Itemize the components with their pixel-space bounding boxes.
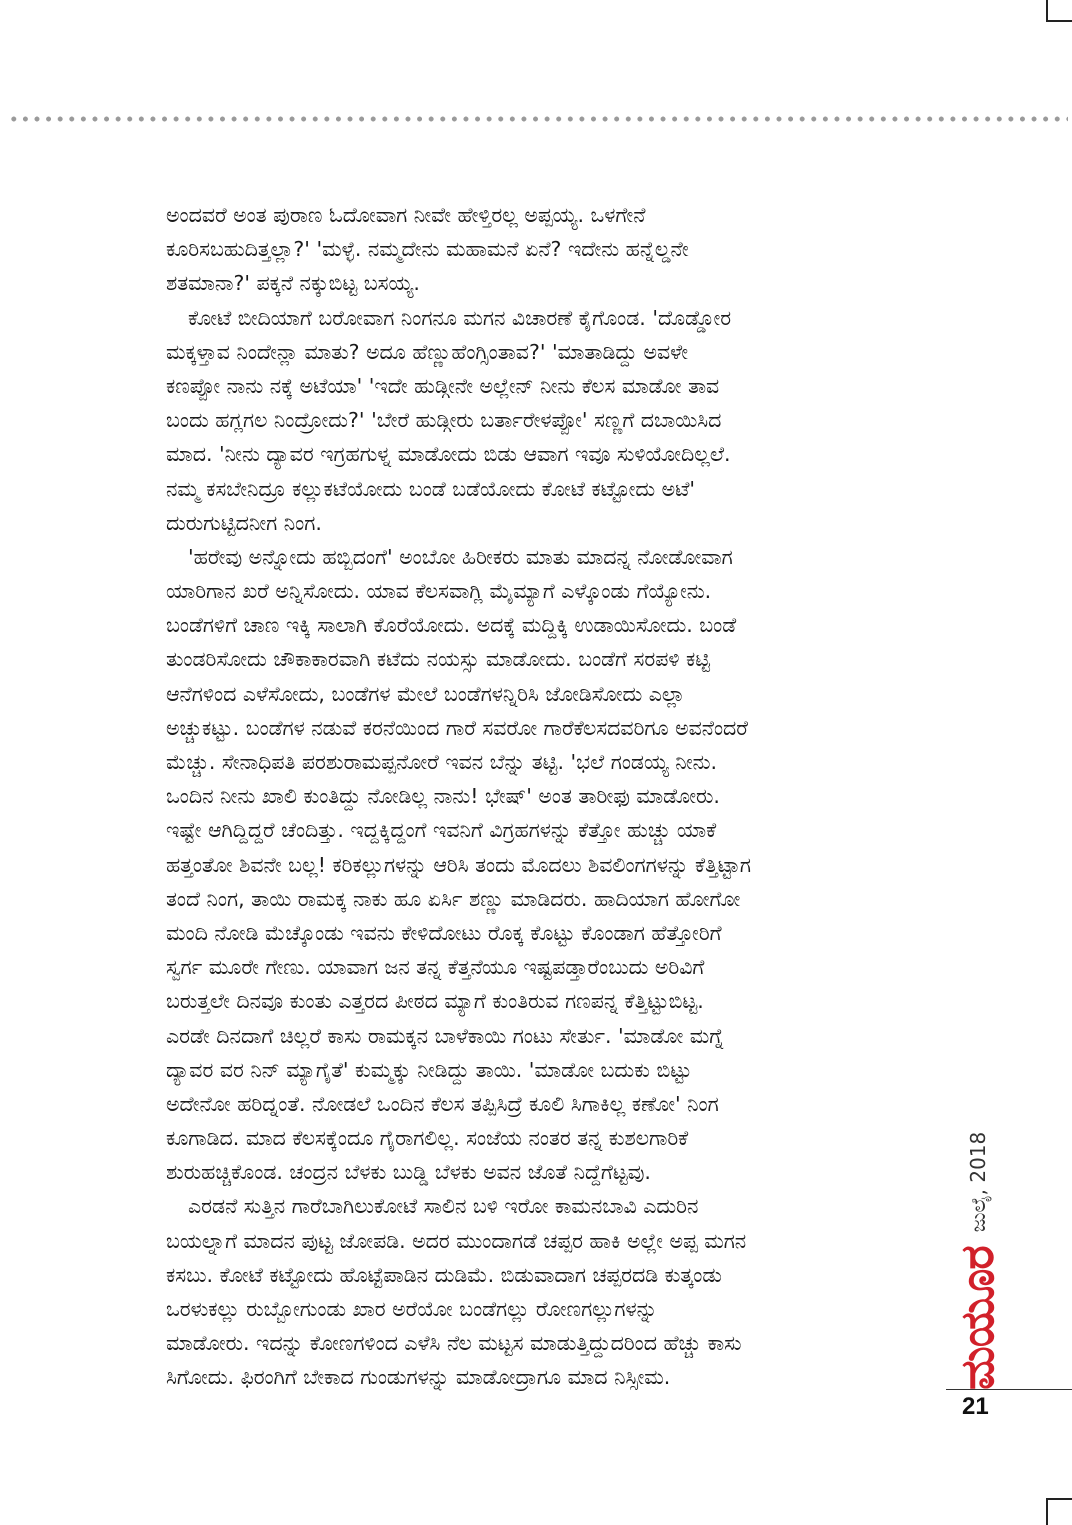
text-line: ಕಸಬು. ಕೋಟೆ ಕಟ್ಟೋದು ಹೊಟ್ಟೆಪಾಡಿನ ದುಡಿಮೆ. ಬಿಡುವಾದಾಗ ಚಪ್ಪರದಡಿ ಕುತ್ಕಂಡು [166, 1262, 722, 1287]
text-line: ಎರಡೇ ದಿನದಾಗೆ ಚಿಲ್ಲರೆ ಕಾಸು ರಾಮಕ್ಕನ ಬಾಳೆಕಾಯಿ ಗಂಟು ಸೇರ್ತು. 'ಮಾಡೋ ಮಗ್ನೆ [166, 1023, 724, 1048]
text-line: ಒಂದಿನ ನೀನು ಖಾಲಿ ಕುಂತಿದ್ದು ನೋಡಿಲ್ಲ ನಾನು! ಭೇಷ್' ಅಂತ ತಾರೀಫು ಮಾಡೋರು. [166, 784, 720, 809]
text-line: ಬಂಡೆಗಳಿಗೆ ಚಾಣ ಇಕ್ಕಿ ಸಾಲಾಗಿ ಕೊರೆಯೋದು. ಅದಕ್ಕೆ ಮದ್ದಿಕ್ಕಿ ಉಡಾಯಿಸೋದು. ಬಂಡೆ [166, 613, 737, 638]
text-line: ಕಣಪ್ಪೋ ನಾನು ನಕ್ಕೆ ಅಟೆಯಾ' 'ಇದೇ ಹುಡ್ಗೀನೇ ಅಲ್ಲೇನ್ ನೀನು ಕೆಲಸ ಮಾಡೋ ತಾವ [166, 373, 720, 398]
text-line: ಅದೇನೋ ಹರಿದ್ನಂತೆ. ನೋಡಲೆ ಒಂದಿನ ಕೆಲಸ ತಪ್ಪಿಸಿದ್ರೆ ಕೂಲಿ ಸಿಗಾಕಿಲ್ಲ ಕಣೋ' ನಿಂಗ [166, 1091, 719, 1116]
text-line: ತುಂಡರಿಸೋದು ಚೌಕಾಕಾರವಾಗಿ ಕಟೆದು ನಯಸ್ಸು ಮಾಡೋದು. ಬಂಡೆಗೆ ಸರಪಳಿ ಕಟ್ಟಿ [166, 647, 711, 672]
text-line: ಬಯಲ್ನಾಗೆ ಮಾದನ ಪುಟ್ಟ ಜೋಪಡಿ. ಅದರ ಮುಂದಾಗಡೆ ಚಪ್ಪರ ಹಾಕಿ ಅಲ್ಲೇ ಅಪ್ಪ ಮಗನ [166, 1228, 747, 1253]
dotted-header-rule [8, 115, 1068, 123]
article-body [166, 198, 916, 1395]
issue-date: ಜುಲೈ, 2018 [966, 1131, 990, 1233]
text-line: ಮಾಡೋರು. ಇದನ್ನು ಕೋಣಗಳಿಂದ ಎಳೆಸಿ ನೆಲ ಮಟ್ಟಸ ಮಾಡುತ್ತಿದ್ದುದರಿಂದ ಹೆಚ್ಚು ಕಾಸು [166, 1331, 742, 1356]
magazine-sidebar [948, 1120, 1008, 1390]
text-line: ಶತಮಾನಾ?' ಪಕ್ಕನೆ ನಕ್ಕುಬಿಟ್ಟ ಬಸಯ್ಯ. [166, 271, 420, 296]
crop-mark-top [1046, 0, 1072, 22]
text-line: ಯಾರಿಗಾನ ಖರೆ ಅನ್ನಿಸೋದು. ಯಾವ ಕೆಲಸವಾಗ್ಲಿ ಮೈಮ್ಯಾಗೆ ಎಳ್ಕೊಂಡು ಗೆಯ್ಯೋನು. [166, 579, 712, 604]
text-line: ಬಂದು ಹಗ್ಲಗಲ ನಿಂದ್ರೋದು?' 'ಬೇರೆ ಹುಡ್ಗೀರು ಬರ್ತಾರೇಳಪ್ಪೋ' ಸಣ್ಣಗೆ ದಬಾಯಿಸಿದ [166, 408, 722, 433]
text-line: ಕೋಟೆ ಬೀದಿಯಾಗೆ ಬರೋವಾಗ ನಿಂಗನೂ ಮಗನ ವಿಚಾರಣೆ ಕೈಗೊಂಡ. 'ದೊಡ್ಡೋರ [188, 305, 732, 330]
text-line: ತಂದೆ ನಿಂಗ, ತಾಯಿ ರಾಮಕ್ಕ ನಾಕು ಹೂ ಏರ್ಸಿ ಶಣ್ಣು ಮಾಡಿದರು. ಹಾದಿಯಾಗ ಹೋಗೋ [166, 886, 741, 911]
text-line: ಕೂಗಾಡಿದ. ಮಾದ ಕೆಲಸಕ್ಕೆಂದೂ ಗೈರಾಗಲಿಲ್ಲ. ಸಂಜೆಯ ನಂತರ ತನ್ನ ಕುಶಲಗಾರಿಕೆ [166, 1126, 689, 1151]
crop-mark-bottom [1046, 1498, 1072, 1525]
paragraph-2 [166, 301, 916, 540]
text-line: ಆನೆಗಳಿಂದ ಎಳೆಸೋದು, ಬಂಡೆಗಳ ಮೇಲೆ ಬಂಡೆಗಳನ್ನಿರಿಸಿ ಜೋಡಿಸೋದು ಎಲ್ಲಾ [166, 681, 685, 706]
paragraph-3 [166, 540, 916, 1190]
magazine-name: ಮಯೂರ [950, 1246, 1004, 1390]
text-line: ಒರಳುಕಲ್ಲು ರುಬ್ಬೋಗುಂಡು ಖಾರ ಅರೆಯೋ ಬಂಡೆಗಲ್ಲು ರೋಣಗಲ್ಲುಗಳನ್ನು [166, 1297, 658, 1321]
text-line: ಇಷ್ಟೇ ಆಗಿದ್ದಿದ್ದರೆ ಚೆಂದಿತ್ತು. ಇದ್ದಕ್ಕಿದ್ದಂಗೆ ಇವನಿಗೆ ವಿಗ್ರಹಗಳನ್ನು ಕೆತ್ತೋ ಹುಚ್ಚು ಯಾಕೆ [166, 818, 717, 843]
footer-rule [946, 1389, 1072, 1390]
text-line: ನಮ್ಮ ಕಸಬೇನಿದ್ರೂ ಕಲ್ಲುಕಟೆಯೋದು ಬಂಡೆ ಬಡೆಯೋದು ಕೋಟೆ ಕಟ್ಟೋದು ಅಟೆ' [166, 476, 696, 501]
text-line: ಅಂದವರೆ ಅಂತ ಪುರಾಣ ಓದೋವಾಗ ನೀವೇ ಹೇಳ್ತಿರಲ್ಲ ಅಪ್ಪಯ್ಯ. ಒಳಗೇನೆ [166, 203, 646, 227]
text-line: ಸಿಗೋದು. ಫಿರಂಗಿಗೆ ಬೇಕಾದ ಗುಂಡುಗಳನ್ನು ಮಾಡೋದ್ರಾಗೂ ಮಾದ ನಿಸ್ಸೀಮ. [166, 1365, 671, 1390]
text-line: ಮಕ್ಕಳ್ತಾವ ನಿಂದೇನ್ಲಾ ಮಾತು? ಅದೂ ಹೆಣ್ಣುಹೆಂಗ್ಸಿಂತಾವ?' 'ಮಾತಾಡಿದ್ದು ಅವಳೇ [166, 339, 689, 364]
text-line: ಶುರುಹಚ್ಚಿಕೊಂಡ. ಚಂದ್ರನ ಬೆಳಕು ಬುಡ್ಡಿ ಬೆಳಕು ಅವನ ಜೊತೆ ನಿದ್ದೆಗೆಟ್ಟವು. [166, 1160, 651, 1185]
text-line: ದ್ಯಾವರ ವರ ನಿನ್ ಮ್ಯಾಗೈತೆ' ಕುಮ್ಮಕ್ಕು ನೀಡಿದ್ದು ತಾಯಿ. 'ಮಾಡೋ ಬದುಕು ಬಿಟ್ಟು [166, 1057, 692, 1082]
text-line: ಎರಡನೆ ಸುತ್ತಿನ ಗಾರೆಬಾಗಿಲುಕೋಟೆ ಸಾಲಿನ ಬಳಿ ಇರೋ ಕಾಮನಬಾವಿ ಎದುರಿನ [188, 1194, 699, 1219]
text-line: ಬರುತ್ತಲೇ ದಿನವೂ ಕುಂತು ಎತ್ತರದ ಪೀಠದ ಮ್ಯಾಗೆ ಕುಂತಿರುವ ಗಣಪನ್ನ ಕೆತ್ತಿಟ್ಟುಬಿಟ್ಟ. [166, 989, 704, 1014]
text-line: ದುರುಗುಟ್ಟಿದನೀಗ ನಿಂಗ. [166, 510, 322, 535]
paragraph-1 [166, 198, 916, 301]
text-line: ಮಂದಿ ನೋಡಿ ಮೆಚ್ಕೊಂಡು ಇವನು ಕೇಳಿದೋಟು ರೊಕ್ಕ ಕೊಟ್ಟು ಕೊಂಡಾಗ ಹೆತ್ತೋರಿಗೆ [166, 920, 722, 945]
page-number: 21 [962, 1393, 989, 1420]
text-line: ಅಚ್ಚುಕಟ್ಟು. ಬಂಡೆಗಳ ನಡುವೆ ಕರನೆಯಿಂದ ಗಾರೆ ಸವರೋ ಗಾರೆಕೆಲಸದವರಿಗೂ ಅವನೆಂದರೆ [166, 715, 748, 740]
text-line: 'ಹರೇವು ಅನ್ನೋದು ಹಬ್ಬಿದಂಗೆ' ಅಂಬೋ ಹಿರೀಕರು ಮಾತು ಮಾದನ್ನ ನೋಡೋವಾಗ [188, 544, 733, 569]
text-line: ಮೆಚ್ಚು. ಸೇನಾಧಿಪತಿ ಪರಶುರಾಮಪ್ಪನೋರೆ ಇವನ ಬೆನ್ನು ತಟ್ಟಿ. 'ಭಲೆ ಗಂಡಯ್ಯ ನೀನು. [166, 750, 718, 774]
text-line: ಮಾದ. 'ನೀನು ದ್ಯಾವರ ಇಗ್ರಹಗುಳ್ನ ಮಾಡೋದು ಬಿಡು ಆವಾಗ ಇವೂ ಸುಳಿಯೋದಿಲ್ಲಲೆ. [166, 442, 731, 467]
text-line: ಸ್ವರ್ಗ ಮೂರೇ ಗೇಣು. ಯಾವಾಗ ಜನ ತನ್ನ ಕೆತ್ತನೆಯೂ ಇಷ್ಟಪಡ್ತಾರೆಂಬುದು ಅರಿವಿಗೆ [166, 955, 705, 980]
text-line: ಹತ್ತಂತೋ ಶಿವನೇ ಬಲ್ಲ! ಕರಿಕಲ್ಲುಗಳನ್ನು ಆರಿಸಿ ತಂದು ಮೊದಲು ಶಿವಲಿಂಗಗಳನ್ನು ಕೆತ್ತಿಟ್ಟಾಗ [166, 852, 751, 877]
text-line: ಕೂರಿಸಬಹುದಿತ್ತಲ್ಲಾ?' 'ಮಳ್ಳೆ. ನಮ್ಮದೇನು ಮಹಾಮನೆ ಏನೆ? ಇದೇನು ಹನ್ನೆಲ್ಡನೇ [166, 237, 689, 262]
paragraph-4 [166, 1189, 916, 1394]
